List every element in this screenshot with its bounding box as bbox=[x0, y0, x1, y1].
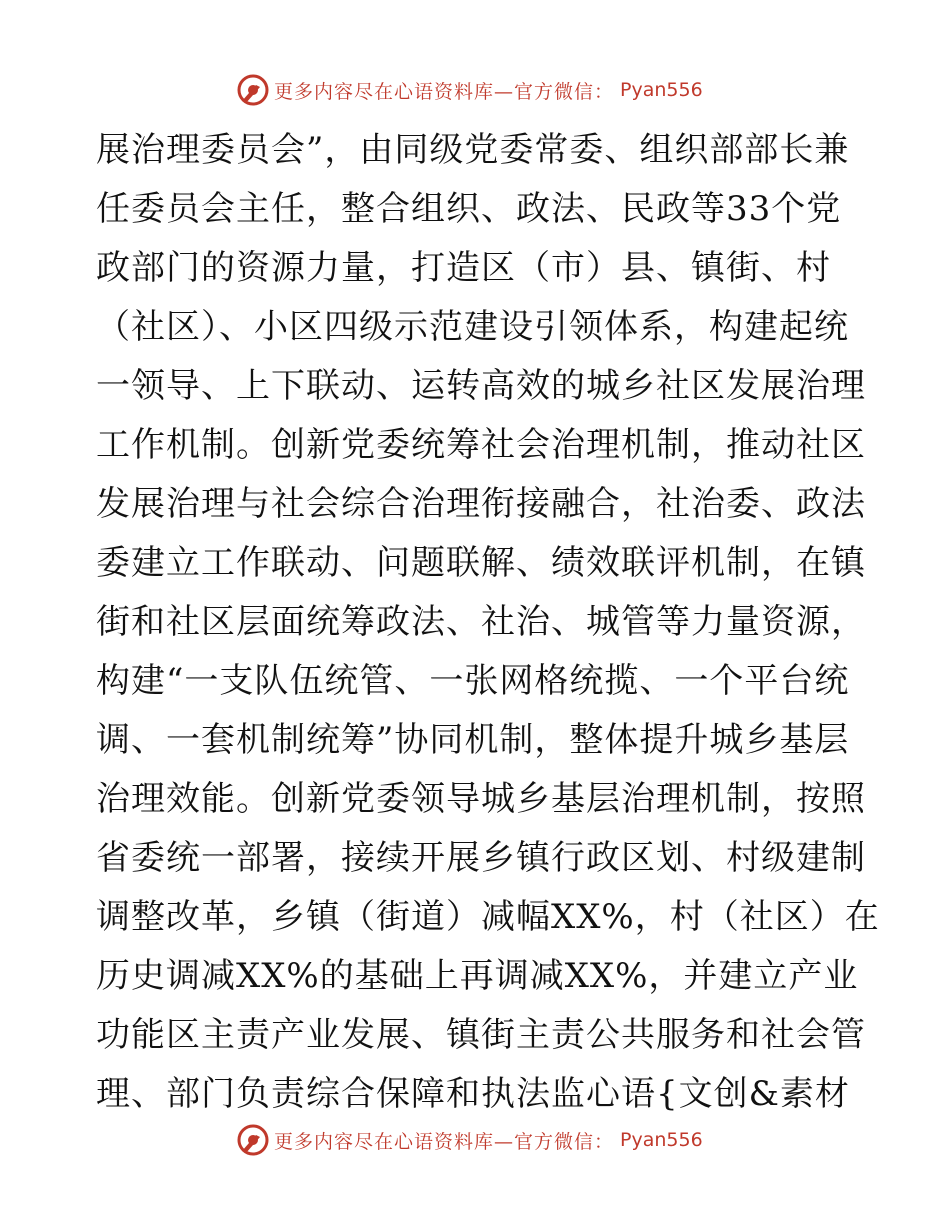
wechat-id: Pyan556 bbox=[620, 1129, 703, 1151]
text-line: 调、一套机制统筹”协同机制，整体提升城乡基层 bbox=[96, 720, 850, 760]
text-line: 功能区主责产业发展、镇街主责公共服务和社会管 bbox=[96, 1015, 866, 1055]
text-line: 街和社区层面统筹政法、社治、城管等力量资源， bbox=[96, 602, 866, 642]
text-line: 发展治理与社会综合治理衔接融合，社治委、政法 bbox=[96, 484, 866, 524]
footer-watermark bbox=[236, 1122, 703, 1158]
watermark-text: 更多内容尽在心语资料库—官方微信： bbox=[274, 1130, 615, 1153]
text-line: 一领导、上下联动、运转高效的城乡社区发展治理 bbox=[96, 366, 866, 406]
logo-icon bbox=[236, 73, 270, 107]
header-watermark bbox=[236, 72, 703, 108]
text-line: 省委统一部署，接续开展乡镇行政区划、村级建制 bbox=[96, 838, 866, 878]
text-line: 治理效能。创新党委领导城乡基层治理机制，按照 bbox=[96, 779, 866, 819]
logo-icon bbox=[236, 1123, 270, 1157]
text-line: 历史调减XX%的基础上再调减XX%，并建立产业 bbox=[96, 956, 859, 996]
text-line: 调整改革，乡镇（街道）减幅XX%，村（社区）在 bbox=[96, 897, 880, 937]
text-line: 构建“一支队伍统管、一张网格统揽、一个平台统 bbox=[96, 661, 850, 701]
text-line: 展治理委员会”，由同级党委常委、组织部部长兼 bbox=[96, 130, 850, 170]
text-line: （社区）、小区四级示范建设引领体系，构建起统 bbox=[96, 307, 849, 347]
watermark-text: 更多内容尽在心语资料库—官方微信： bbox=[274, 80, 615, 103]
text-line: 工作机制。创新党委统筹社会治理机制，推动社区 bbox=[96, 425, 866, 465]
wechat-id: Pyan556 bbox=[620, 79, 703, 101]
document-body bbox=[96, 121, 880, 1124]
text-line: 政部门的资源力量，打造区（市）县、镇街、村 bbox=[96, 248, 831, 288]
text-line: 委建立工作联动、问题联解、绩效联评机制，在镇 bbox=[96, 543, 866, 583]
text-line: 任委员会主任，整合组织、政法、民政等33个党 bbox=[96, 189, 842, 229]
text-line: 理、部门负责综合保障和执法监心语{文创&素材 bbox=[96, 1074, 850, 1114]
